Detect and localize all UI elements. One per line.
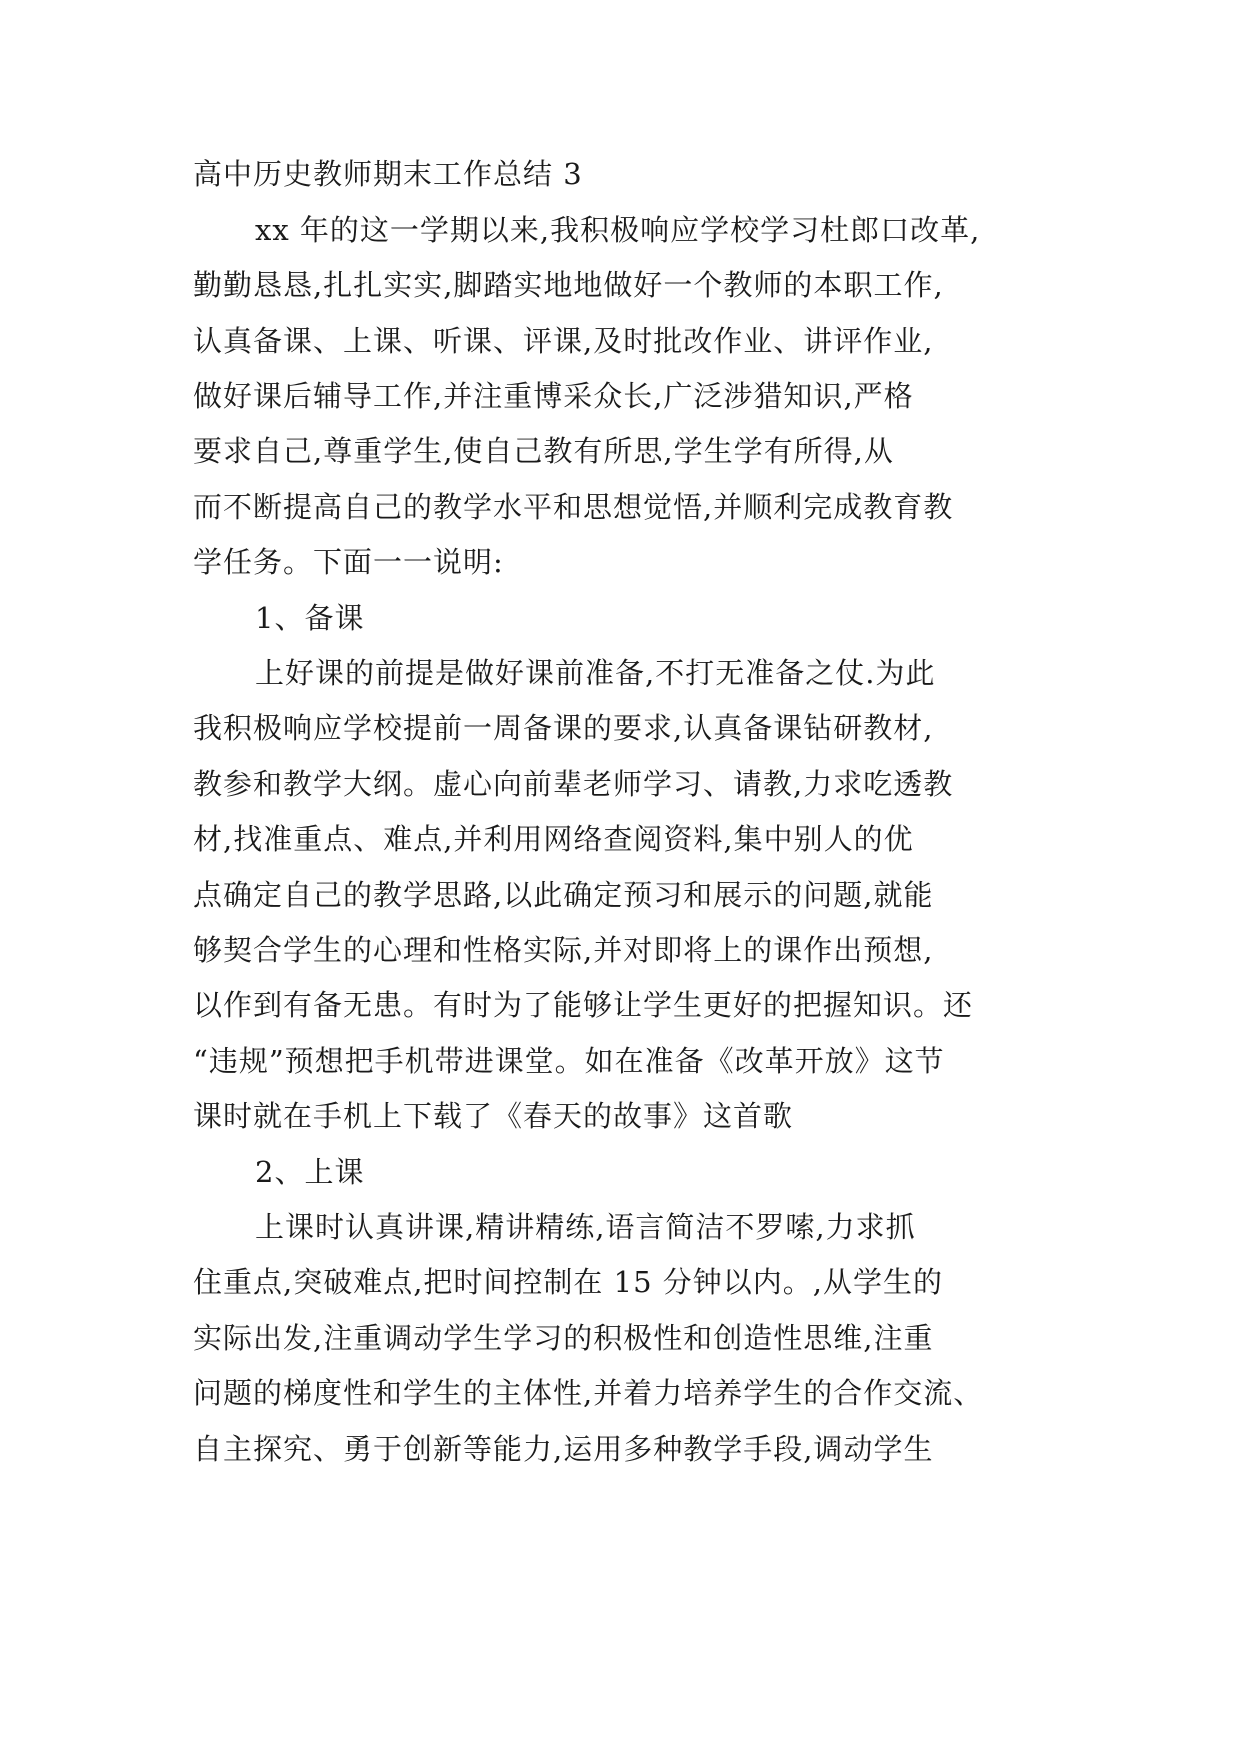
text-line: 要求自己,尊重学生,使自己教有所思,学生学有所得,从 (193, 434, 894, 468)
section-heading: 2、上课 (255, 1155, 365, 1189)
text-line: 以作到有备无患。有时为了能够让学生更好的把握知识。还 (193, 988, 974, 1022)
text-line: xx 年的这一学期以来,我积极响应学校学习杜郎口改革, (255, 213, 981, 247)
text-line: 做好课后辅导工作,并注重博采众长,广泛涉猎知识,严格 (193, 379, 914, 413)
text-line: 问题的梯度性和学生的主体性,并着力培养学生的合作交流、 (193, 1376, 984, 1410)
text-line: 认真备课、上课、听课、评课,及时批改作业、讲评作业, (193, 324, 934, 358)
text-line: 教参和教学大纲。虚心向前辈老师学习、请教,力求吃透教 (193, 767, 954, 801)
text-line: 上课时认真讲课,精讲精练,语言简洁不罗嗦,力求抓 (255, 1210, 916, 1244)
text-line: 够契合学生的心理和性格实际,并对即将上的课作出预想, (193, 933, 934, 967)
text-line: 材,找准重点、难点,并利用网络查阅资料,集中别人的优 (193, 822, 914, 856)
text-line: 我积极响应学校提前一周备课的要求,认真备课钻研教材, (193, 711, 934, 745)
text-line: 自主探究、勇于创新等能力,运用多种教学手段,调动学生 (193, 1432, 934, 1466)
text-line: 点确定自己的教学思路,以此确定预习和展示的问题,就能 (193, 878, 934, 912)
text-line: 学任务。下面一一说明: (193, 545, 504, 579)
document-title: 高中历史教师期末工作总结 3 (193, 157, 583, 191)
text-line: 住重点,突破难点,把时间控制在 15 分钟以内。,从学生的 (193, 1265, 943, 1299)
text-line: 勤勤恳恳,扎扎实实,脚踏实地地做好一个教师的本职工作, (193, 268, 944, 302)
section-heading: 1、备课 (255, 601, 365, 635)
text-line: “违规”预想把手机带进课堂。如在准备《改革开放》这节 (193, 1044, 945, 1078)
text-line: 实际出发,注重调动学生学习的积极性和创造性思维,注重 (193, 1321, 934, 1355)
text-line: 课时就在手机上下载了《春天的故事》这首歌 (193, 1099, 794, 1133)
text-line: 而不断提高自己的教学水平和思想觉悟,并顺利完成教育教 (193, 490, 954, 524)
text-line: 上好课的前提是做好课前准备,不打无准备之仗.为此 (255, 656, 936, 690)
